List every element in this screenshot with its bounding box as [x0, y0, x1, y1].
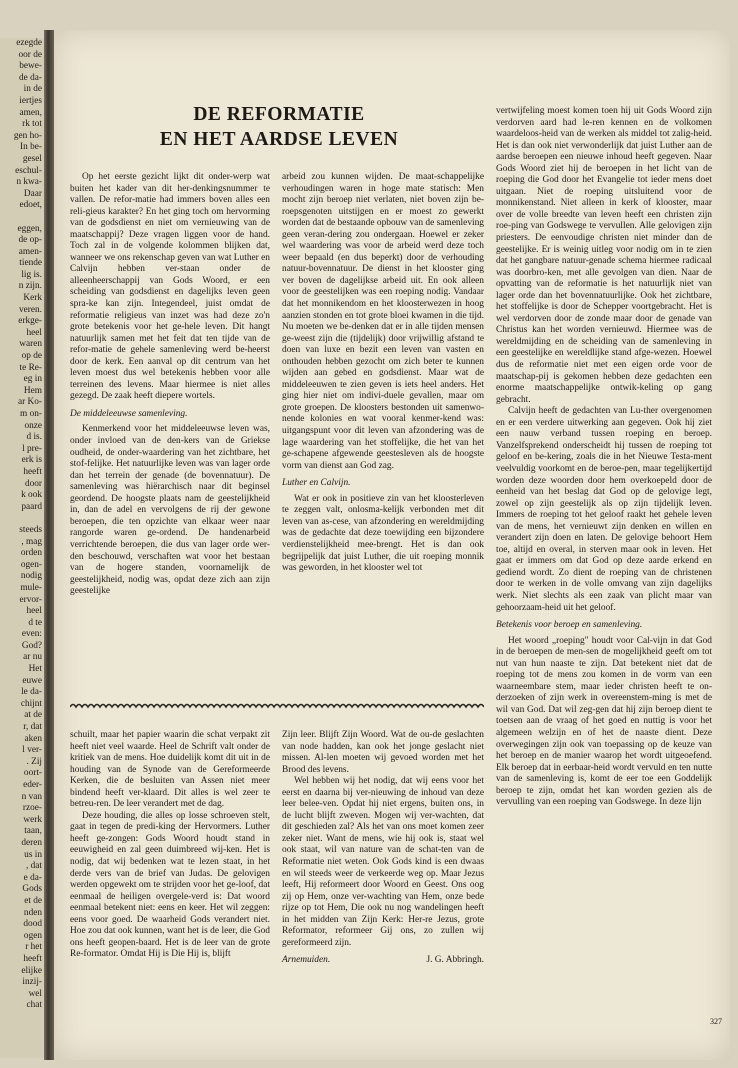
facing-page-fragment: taan,	[24, 826, 42, 837]
facing-page-fragment: euwe	[22, 675, 42, 686]
facing-page-fragment: chijnt	[20, 698, 42, 709]
facing-page-fragment: r het	[25, 942, 42, 953]
facing-page-fragment: rk tot	[22, 119, 42, 130]
facing-page-fragment: te Re-	[19, 362, 42, 373]
facing-page-fragment: r, dat	[23, 722, 42, 733]
column-3	[496, 106, 712, 809]
place-name: Arnemuiden.	[282, 955, 331, 966]
facing-page-fragment: d te	[28, 617, 42, 628]
paragraph: Wat er ook in positieve zin van het kloosterleven te zeggen valt, onlosma-kelijk verbonden met dit leven van as-cese, van afzondering en wereldmijding was de gedachte dat deze toewijding een bijzondere verdienstelijkheid mee-brengt. Het is dan ook begrijpelijk dat juist Luther, die uit roeping monnik was geworden, in het klooster wel tot	[282, 493, 484, 574]
facing-page-fragment: op de	[21, 351, 42, 362]
facing-page-fragment: erk is	[21, 455, 42, 466]
facing-page-fragment: God?	[21, 640, 42, 651]
facing-page-fragment: In be-	[20, 142, 42, 153]
facing-page-fragment: . Zij	[26, 756, 42, 767]
facing-page-fragment: orden	[20, 548, 42, 559]
paragraph: Kenmerkend voor het middeleeuwse leven was, onder invloed van de den-kers van de Griekse oudheid, de onder-waardering van het zichtbare, het stof-felijke. Het natuurlijke leven was van lager orde dan het terrein der genade (de bovennatuur). De samenleving was hiërarchisch naar dit beginsel geordend. De hoogste plaats nam de geestelijkheid in, dan de adel en vervolgens de rij der gewone beroepen, die ten opzichte van elkaar weer naar rangorde waren ge-ordend. De handenarbeid verrichtende beroepen, die dus van lager orde wer-den beschouwd, verschaften wat voor het bestaan van de hogere standen, voornamelijk de geestelijkheid, nodig was, opdat deze zich aan zijn geestelijke	[70, 424, 270, 597]
facing-page-fragment: Kerk	[23, 293, 42, 304]
facing-page-fragment: deren	[21, 837, 42, 848]
facing-page-fragment: ogen-	[20, 559, 42, 570]
column-2	[282, 172, 484, 575]
title-line-2: EN HET AARDSE LEVEN	[159, 129, 399, 150]
facing-page-fragment: werk	[23, 814, 42, 825]
facing-page-fragment: mule-	[20, 582, 42, 593]
facing-page-fragment: at de	[24, 710, 42, 721]
facing-page-fragment: erkge-	[18, 316, 42, 327]
facing-page-fragment: de da-	[19, 72, 42, 83]
facing-page-fragment: , mag	[21, 536, 42, 547]
facing-page-fragment: door	[24, 478, 42, 489]
facing-page-fragment: eschul-	[15, 165, 42, 176]
facing-page-fragment: eder-	[23, 780, 42, 790]
facing-page-text-fragments	[0, 38, 46, 1012]
facing-page-fragment: d is.	[26, 432, 42, 443]
facing-page-fragment: inzij-	[22, 977, 42, 988]
facing-page-fragment: dood	[23, 919, 42, 930]
facing-page-fragment: Daar	[23, 188, 42, 199]
facing-page-fragment: l pre-	[22, 443, 42, 454]
facing-page-fragment	[0, 212, 42, 224]
facing-page-fragment: bewe-	[19, 61, 42, 72]
facing-page-fragment: n van	[21, 791, 42, 802]
magazine-page	[54, 30, 730, 1060]
facing-page-fragment: n zijn.	[18, 281, 42, 292]
paragraph: Het woord „roeping" houdt voor Cal-vijn in dat God in de beroepen de men-sen de mogelijkheid geeft om tot nut van hun naaste te zijn. Dat betekent niet dat de roeping tot de mens zou komen in de vorm van een waarneembare stem, maar ieder christen heeft te on-derzoeken of zijn werk in overeenstem-ming is met de wil van God. Dat wil zeg-gen dat hij zijn beroep dient te toetsen aan de vraag of het goed en nuttig is voor het algemeen welzijn en of het de naaste dient. Deze overwegingen zijn ook van toepassing op de keuze van het beroep en de manier waarop het wordt uitgeoefend. Elk beroep dat in eerbaar-heid wordt vervuld en ten nutte van de samenleving is, komt de eer toe een Goddelijk beroep te zijn, omdat het kan worden gezien als de vervulling van een roeping van Godswege. In deze lijn	[496, 635, 712, 808]
wavy-divider	[70, 702, 484, 712]
paragraph: Deze houding, die alles op losse schroeven stelt, gaat in tegen de predi-king der Hervormers. Luther heeft ge-zongen: Gods Woord houdt stand in eeuwigheid en zal geen duimbreed wij-ken. Het is nodig, dat wij bedenken wat te lezen staat, in het derde vers van de brief van Judas. De gelovigen werden opgewekt om te strijden voor het ge-loof, dat eenmaal de heiligen overgele-verd is: Dat woord eenmaal betekent niet: eens en keer. Het wil zeggen: eens voor goed. De waarheid Gods verandert niet. Hoe zou dat ook kunnen, want het is de leer, die God ons heeft geopen-baard. Het is de leer van de grote Re-formator. Omdat Hij is Die Hij is, blijft	[70, 810, 270, 960]
facing-page-fragment: Hem	[23, 385, 42, 396]
facing-page-fragment: oor de	[18, 49, 42, 60]
facing-page-fragment: in de	[23, 84, 42, 95]
facing-page-fragment: amen,	[19, 107, 42, 118]
facing-page-fragment	[0, 513, 42, 525]
facing-page-fragment: rzoe-	[22, 803, 42, 814]
column-1	[70, 172, 270, 598]
facing-page-fragment: elijke	[21, 965, 42, 976]
facing-page-fragment: iertjes	[19, 95, 42, 106]
page-number: 327	[710, 1017, 722, 1026]
column-5	[282, 730, 484, 967]
article-title	[154, 102, 404, 152]
book-gutter	[44, 30, 54, 1060]
facing-page-fragment: m on-	[20, 409, 42, 419]
facing-page-fragment: heel	[26, 606, 42, 617]
facing-page-fragment: onze	[24, 420, 42, 431]
facing-page-fragment: n kwa-	[16, 177, 42, 188]
section-heading: Luther en Calvijn.	[282, 478, 351, 489]
facing-page-fragment: eggen,	[17, 223, 42, 234]
facing-page-fragment: ar Ko-	[17, 397, 42, 408]
facing-page-edge	[0, 38, 46, 1058]
facing-page-fragment: Het	[28, 664, 42, 675]
facing-page-fragment: nodig	[20, 571, 42, 582]
facing-page-fragment: ervor-	[19, 594, 42, 605]
facing-page-fragment: oort-	[23, 768, 42, 779]
facing-page-fragment: paard	[21, 501, 42, 512]
facing-page-fragment: steeds	[19, 524, 42, 535]
facing-page-fragment: k ook	[21, 490, 42, 501]
facing-page-fragment: de op-	[18, 235, 42, 246]
facing-page-fragment: , dat	[25, 861, 42, 872]
paragraph: Op het eerste gezicht lijkt dit onder-werp wat buiten het kader van dit her-denkingsnummer te vallen. De refor-matie had immers boven alles een reli-gieus karakter? En het ging toch om hervorming van de godsdienst en niet om vernieuwing van de maatschappij? Deze vragen liggen voor de hand. Toch zal in de volgende kolommen blijken dat, wanneer we ons rekenschap geven van wat Luther en Calvijn hebben ver-staan onder de alleenheerschappij van Gods Woord, er een scheiding van godsdienst en dagelijks leven geen spra-ke kan zijn. Integendeel, juist omdat de reformatie religieus van inzet was had deze zo'n grote betekenis voor het ge-hele leven. Dit hangt natuurlijk samen met het feit dat ten tijde van de refor-matie de gehele samenleving werd be-heerst door de kerk. Een aanval op dit centrum van het leven moest dus wel betekenis hebben voor alle terreinen des levens. Maar hiermee is niet alles gezegd. De zaak heeft diepere wortels.	[70, 172, 270, 402]
facing-page-fragment: aken	[24, 733, 42, 744]
facing-page-fragment: us in	[24, 849, 42, 860]
paragraph: Calvijn heeft de gedachten van Lu-ther overgenomen en er een verdere uitwerking aan gegeven. Ook hij ziet een nauw verband tussen roeping en beroep. Vanzelfsprekend onderscheidt hij tussen de roeping tot geloof en be-kering, zoals die in het Nieuwe Testa-ment veelvuldig voorkomt en de beroe-pen, maar tegelijkertijd worden deze woorden door hem overkoepeld door de eenheid van het beslag dat God op de gelovige legt, zowel op zijn geestelijk als op zijn tijdelijk leven. Immers de roeping tot het geloof raakt het gehele leven van de mens, het vernieuwt zijn denken en willen en verandert zijn doen en laten. De gelovige behoort Hem toe, altijd en overal, in sterven maar ook in leven. Het gaat er immers om dat God op deze aarde erkend en gediend wordt. Zo dient de roeping van de christenen door te werken in de volle omvang van zijn dagelijks werk. Niet slechts als een zaak van plicht maar van gehoorzaam-heid uit het geloof.	[496, 406, 712, 613]
facing-page-fragment: l ver-	[22, 745, 42, 756]
facing-page-fragment: heeft	[23, 466, 42, 477]
author-name: J. G. Abbringh.	[426, 955, 484, 966]
section-heading: Betekenis voor beroep en samenleving.	[496, 620, 643, 631]
facing-page-fragment: chat	[26, 1000, 42, 1011]
facing-page-fragment: e da-	[23, 872, 42, 883]
facing-page-fragment: heel	[26, 327, 42, 338]
facing-page-fragment: waren	[19, 339, 42, 350]
paragraph: vertwijfeling moest komen toen hij uit Gods Woord zijn verdorven aard had le-ren kennen en de volkomen waardeloos-heid van de werken als middel tot zalig-heid. Het is dan ook niet verwonderlijk dat juist Luther aan de aardse beroepen een nieuwe inhoud heeft gegeven. Naar Gods Woord ziet hij de beroepen in het licht van de roeping die God door het Evangelie tot ieder mens doet uitgaan. Niet de roeping uitsluitend voor de monnikenstand. Niet alleen in kerk of klooster, maar over de volle breedte van leven heeft een christen zijn roe-ping van Godswege te vervullen. Alle gelovigen zijn priesters. De eenvoudige christen niet minder dan de geestelijke. Er is weinig uitleg voor nodig om in te zien dat het gangbare natuur-genade schema hiermee radicaal was doorbro-ken, met alle gevolgen van dien. Naar de opvatting van de reformatie is het natuurlijk niet van lager orde dan het bovennatuurlijke. Ook het zichtbare, het stoffelijke is door de Schepper voortgebracht. Het is wel verdorven door de zonde maar door de genade van Christus kan het worden vernieuwd. Hiermee was de wereldmijding en de scheiding van de samenleving in een geestelijke en wereldlijke stand afge-wezen. Hoewel dus de reformatie niet met een eigen orde voor de maatschap-pij is gekomen hebben deze gedachten een enorme maatschappelijke ontwik-keling op gang gebracht.	[496, 106, 712, 405]
facing-page-fragment: tiende	[19, 258, 42, 269]
facing-page-fragment: nden	[23, 907, 42, 918]
column-4	[70, 730, 270, 961]
facing-page-fragment: ar nu	[23, 652, 42, 663]
facing-page-fragment: heeft	[23, 953, 42, 964]
facing-page-fragment: gesel	[22, 153, 42, 164]
facing-page-fragment: lig is.	[21, 269, 42, 280]
facing-page-fragment: edoet,	[19, 200, 42, 211]
signature-line	[282, 955, 484, 967]
facing-page-fragment: gen ho-	[13, 130, 42, 141]
paragraph: Zijn leer. Blijft Zijn Woord. Wat de ou-de geslachten van node hadden, kan ook het jonge geslacht niet missen. Al-len moeten wij gevoed worden met het Brood des levens.	[282, 730, 484, 775]
facing-page-fragment: et de	[24, 895, 42, 906]
facing-page-fragment: Gods	[22, 884, 42, 895]
facing-page-fragment: le da-	[21, 687, 42, 698]
facing-page-fragment: even:	[21, 629, 42, 640]
paragraph: schuilt, maar het papier waarin die schat verpakt zit heeft niet veel waarde. Heel de Schrift valt onder de kritiek van de mens. Hoe duidelijk komt dit uit in de houding van de Synode van de Gereformeerde Kerken, die de besluiten van Assen niet meer bindend heeft ver-klaard. Dit alles is wel zeer te betreu-ren. De leer verandert met de dag.	[70, 730, 270, 810]
facing-page-fragment: ezegde	[16, 38, 42, 48]
section-heading: De middeleeuwse samenleving.	[70, 408, 188, 419]
facing-page-fragment: wel	[28, 988, 42, 999]
title-line-1: DE REFORMATIE	[193, 104, 365, 125]
facing-page-fragment: veren.	[19, 304, 42, 315]
facing-page-fragment: eg in	[23, 374, 42, 385]
facing-page-fragment: amen-	[18, 246, 42, 257]
facing-page-fragment: ogen	[23, 930, 42, 941]
paragraph: Wel hebben wij het nodig, dat wij eens voor het eerst en daarna bij ver-nieuwing de inhoud van deze leer belee-ven. Opdat hij niet ergens, buiten ons, in de lucht blijft zweven. Mogen wij ver-wachten, dat dit geschieden zal? Als het van ons moet komen zeer zeker niet. Want de mens, wie hij ook is, staat wel ook staat, wil van nature van de schat-ten van de Reformatie niet weten. Ook Gods kind is een dwaas en wil steeds weer de verkeerde weg op. Maar Jezus leeft, Hij reformeert door Woord en Geest. Ons oog zij op Hem, onze ver-wachting van Hem, onze bede rijze op tot Hem, Die ook nu nog wandelingen heeft in het midden van Zijn Kerk: Her-re Jezus, grote Reformator, reformeer Gij ons, zo zullen wij gereformeerd zijn.	[282, 776, 484, 948]
paragraph: arbeid zou kunnen wijden. De maat-schappelijke verhoudingen waren in hoge mate statisch: Men mocht zijn beroep niet verlaten, niet boven zijn be-roepsgenoten uitstijgen en er moest zo gewerkt worden dat de bestaande opbouw van de samenleving geen veran-dering zou ondergaan. Hoewel er zeker wel waardering was voor de arbeid werd deze toch weer bepaald (en dus beperkt) door de verhouding natuur-bovennatuur. De dienst in het klooster ging ver boven de dagelijkse arbeid uit. En ook alleen voor de geestelijken was een roeping nodig. Vandaar dat het monnikendom en het kloosterwezen in hoog aanzien stonden en tot grote bloei kwamen in die tijd. Nu moeten we be-denken dat er in alle tijden mensen ge-weest zijn die (tijdelijk) door vrijwillig afstand te doen van luxe en bezit een leven van vasten en onthouden hebben gezocht om zich beter te kunnen wijden aan gebed en godsdienst. Maar wat de middeleeuwen te zien geven is iets heel anders. Het ging hier niet om indivi-duele gevallen, maar om grote groepen. De kloosters bestonden uit samenwo-nende kolonies en wat vooral kenmer-kend was: uitgangspunt voor dit leven van afzondering was de lage waardering van het stoffelijke, die het van het ge-schapene afgewende geestesleven als de hoogste vorm van dienst aan God zag.	[282, 172, 484, 471]
